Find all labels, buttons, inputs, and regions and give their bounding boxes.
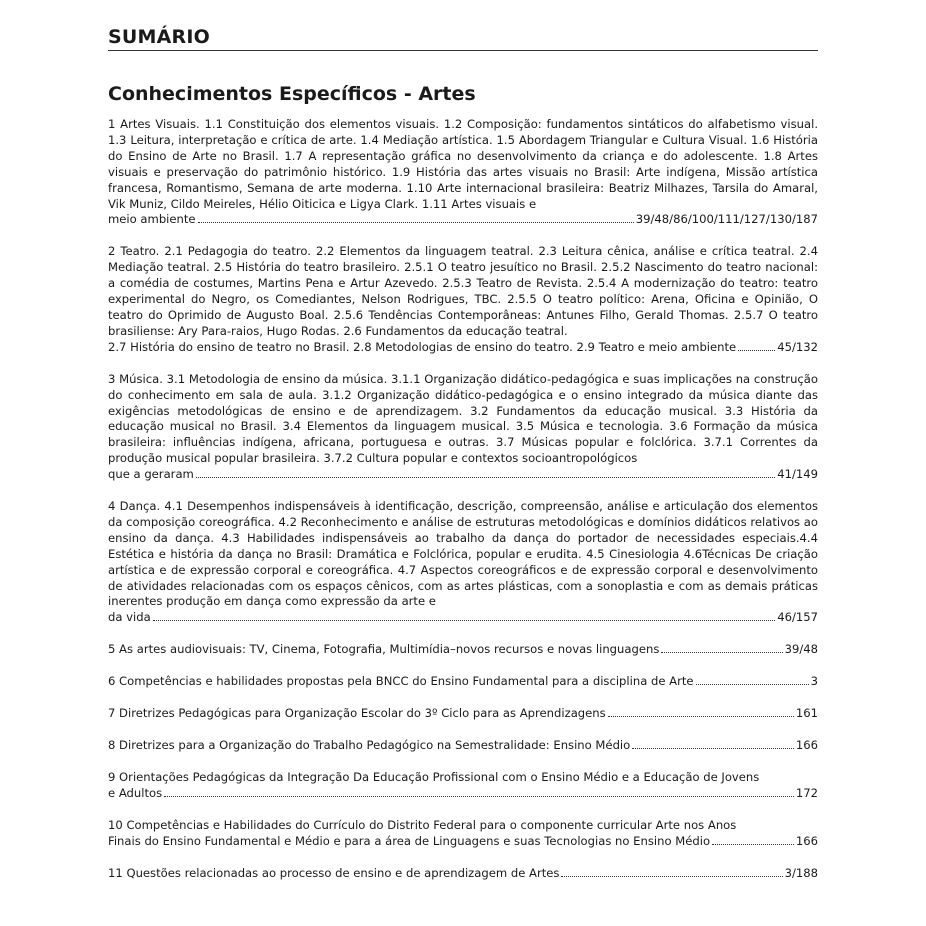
toc-entry-tail: Finais do Ensino Fundamental e Médio e para a área de Linguagens e suas Tecnologias no Ensino Médio xyxy=(108,833,711,848)
toc-page-numbers: 39/48/86/100/111/127/130/187 xyxy=(635,212,818,227)
dot-leader xyxy=(196,477,775,478)
toc-entry xyxy=(108,818,818,850)
toc-entry-tail: meio ambiente xyxy=(108,212,196,227)
toc-entry-text: 4 Dança. 4.1 Desempenhos indispensáveis à identificação, descrição, compreensão, análise e articulação dos elementos da composição coreográfica. 4.2 Reconhecimento e análise de estruturas metodológicas e domínios didáticos relativos ao ensino da dança. 4.3 Habilidades indispensáveis ao trabalho da dança do portador de necessidades especiais.4.4 Estética e história da dança no Brasil: Dramática e Folclórica, popular e erudita. 4.5 Cinesiologia 4.6Técnicas De criação artística e de expressão corporal e coreográfica. 4.7 Aspectos coreográficos e de expressão corporal e desenvolvimento de atividades relacionadas com os espaços cênicos, com as artes plásticas, com a sonoplastia e com as demais práticas inerentes produção em dança como expressão da arte e xyxy=(108,499,818,609)
document-page xyxy=(108,26,818,897)
toc-page-numbers: 172 xyxy=(795,785,818,800)
toc-entry-tail: 8 Diretrizes para a Organização do Trabalho Pedagógico na Semestralidade: Ensino Médio xyxy=(108,738,631,752)
toc-entry-tail: da vida xyxy=(108,610,151,625)
toc-page-numbers: 41/149 xyxy=(777,467,818,482)
dot-leader xyxy=(661,652,782,653)
section-title: Conhecimentos Específicos - Artes xyxy=(108,83,476,105)
toc-page-numbers: 3 xyxy=(810,674,818,689)
toc-entry-tail: 7 Diretrizes Pedagógicas para Organização Escolar do 3º Ciclo para as Aprendizagens xyxy=(108,706,606,721)
dot-leader xyxy=(696,684,809,685)
toc-entry xyxy=(108,738,818,754)
toc-entry-tail: 2.7 História do ensino de teatro no Brasil. 2.8 Metodologias de ensino do teatro. 2.9 Teatro e meio ambiente xyxy=(108,339,737,354)
toc-page-numbers: 166 xyxy=(795,833,818,848)
toc-list xyxy=(108,117,818,881)
toc-entry-text: 9 Orientações Pedagógicas da Integração Da Educação Profissional com o Ensino Médio e a Educação de Jovens xyxy=(108,769,760,784)
toc-entry xyxy=(108,372,818,483)
toc-entry-tail: que a geraram xyxy=(108,467,194,482)
toc-entry xyxy=(108,866,818,882)
dot-leader xyxy=(561,876,782,877)
toc-entry-last-line xyxy=(108,834,818,850)
page-title: SUMÁRIO xyxy=(108,26,818,51)
toc-page-numbers: 39/48 xyxy=(784,642,818,657)
toc-entry xyxy=(108,244,818,355)
toc-entry-last-line xyxy=(108,706,818,722)
dot-leader xyxy=(608,716,794,717)
toc-entry-text: 10 Competências e Habilidades do Currículo do Distrito Federal para o componente curricular Arte nos Anos xyxy=(108,817,737,832)
toc-page-numbers: 46/157 xyxy=(777,610,818,625)
toc-page-numbers: 45/132 xyxy=(777,339,818,354)
toc-entry-tail: 5 As artes audiovisuais: TV, Cinema, Fotografia, Multimídia–novos recursos e novas linguagens xyxy=(108,642,660,657)
toc-entry xyxy=(108,117,818,228)
toc-entry-tail: e Adultos xyxy=(108,785,163,800)
toc-entry xyxy=(108,642,818,658)
toc-entry-last-line xyxy=(108,467,818,483)
toc-entry-last-line xyxy=(108,340,818,356)
toc-page-numbers: 166 xyxy=(795,738,818,752)
dot-leader xyxy=(738,350,775,351)
dot-leader xyxy=(712,844,794,845)
toc-entry-text: 2 Teatro. 2.1 Pedagogia do teatro. 2.2 Elementos da linguagem teatral. 2.3 Leitura cênica, análise e crítica teatral. 2.4 Mediação teatral. 2.5 História do teatro brasileiro. 2.5.1 O teatro jesuítico no Brasil. 2.5.2 Nascimento do teatro nacional: a comédia de costumes, Martins Pena e Artur Azevedo. 2.5.3 Teatro de Revista. 2.5.4 A modernização do teatro: teatro experimental do Negro, os Comediantes, Nelson Rodrigues, TBC. 2.5.5 O teatro político: Arena, Oficina e Opinião, O teatro do Oprimido de Augusto Boal. 2.5.6 Tendências Contemporâneas: Antunes Filho, Gerald Thomas. 2.5.7 O teatro brasiliense: Ary Para-raios, Hugo Rodas. 2.6 Fundamentos da educação teatral. xyxy=(108,244,818,338)
toc-entry xyxy=(108,770,818,802)
toc-entry-last-line xyxy=(108,610,818,626)
toc-entry-tail: 11 Questões relacionadas ao processo de ensino e de aprendizagem de Artes xyxy=(108,865,560,880)
toc-entry-last-line xyxy=(108,642,818,658)
toc-entry xyxy=(108,706,818,722)
toc-entry-last-line xyxy=(108,866,818,882)
toc-page-numbers: 161 xyxy=(795,706,818,721)
dot-leader xyxy=(632,748,794,749)
toc-page-numbers: 3/188 xyxy=(784,865,818,880)
dot-leader xyxy=(153,620,776,621)
toc-entry-last-line xyxy=(108,674,818,690)
dot-leader xyxy=(198,222,634,223)
toc-entry-text: 1 Artes Visuais. 1.1 Constituição dos elementos visuais. 1.2 Composição: fundamentos sintáticos do alfabetismo visual. 1.3 Leitura, interpretação e crítica de arte. 1.4 Mediação artística. 1.5 Abordagem Triangular e Cultura Visual. 1.6 História do Ensino de Arte no Brasil. 1.7 A representação gráfica no desenvolvimento da criança e do adolescente. 1.8 Artes visuais e preservação do patrimônio histórico. 1.9 História das artes visuais no Brasil: Arte indígena, Missão artística francesa, Romantismo, Semana de arte moderna. 1.10 Arte internacional brasileira: Beatriz Milhazes, Tarsila do Amaral, Vik Muniz, Cildo Meireles, Hélio Oiticica e Ligya Clark. 1.11 Artes visuais e xyxy=(108,117,818,211)
toc-entry xyxy=(108,674,818,690)
toc-entry-last-line xyxy=(108,212,818,228)
toc-entry-last-line xyxy=(108,786,818,802)
toc-entry-text: 3 Música. 3.1 Metodologia de ensino da música. 3.1.1 Organização didático-pedagógica e suas implicações na construção do conhecimento em sala de aula. 3.1.2 Organização didático-pedagógica e o ensino integrado da música diante das exigências metodológicas de ensino e de aprendizagem. 3.2 Fundamentos da educação musical. 3.3 História da educação musical no Brasil. 3.4 Elementos da linguagem musical. 3.5 Música e tecnologia. 3.6 Formação da música brasileira: influências indígena, africana, portuguesa e outras. 3.7 Músicas popular e folclórica. 3.7.1 Correntes da produção musical popular brasileira. 3.7.2 Cultura popular e contextos socioantropológicos xyxy=(108,371,818,466)
dot-leader xyxy=(164,796,794,797)
toc-entry-tail: 6 Competências e habilidades propostas pela BNCC do Ensino Fundamental para a disciplina de Arte xyxy=(108,674,694,689)
toc-entry-last-line xyxy=(108,738,818,754)
toc-entry xyxy=(108,499,818,626)
